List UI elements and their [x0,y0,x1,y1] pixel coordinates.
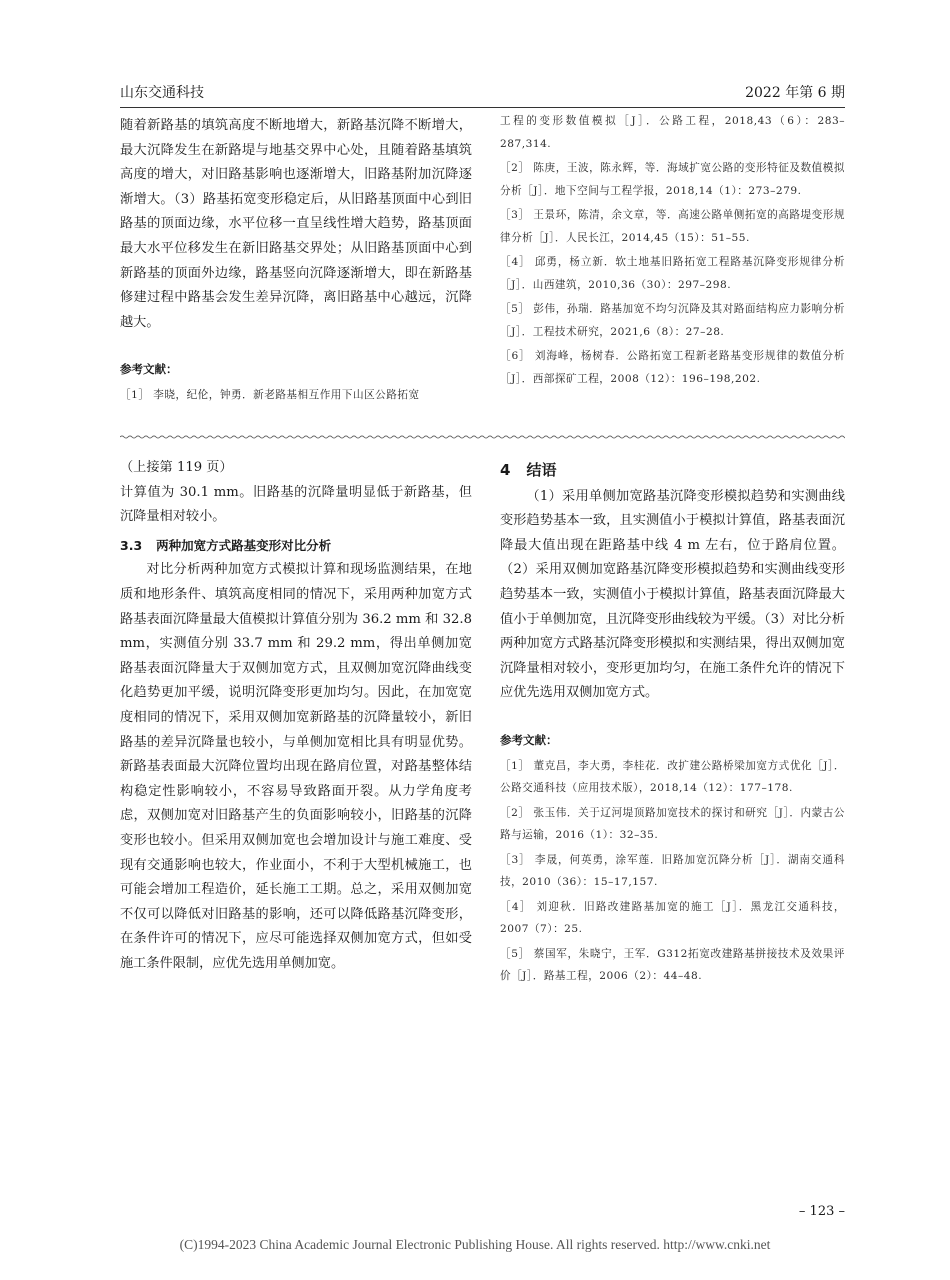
issue-label: 2022 年第 6 期 [745,85,845,101]
reference-item: ［3］ 王景环，陈清，余文章，等．高速公路单侧拓宽的高路堤变形规律分析［J］．人民长江，2014,45（15）：51–55. [500,209,845,244]
section-title: 结语 [526,461,557,479]
continued-note: （上接第 119 页） [120,460,233,475]
header-rule [120,107,845,108]
body-paragraph: 对比分析两种加宽方式模拟计算和现场监测结果，在地质和地形条件、填筑高度相同的情况下，采用两种加宽方式路基表面沉降量最大值模拟计算值分别为 36.2 mm 和 32.8 mm，实测值分别 33.7 mm 和 29.2 mm，得出单侧加宽路基表面沉降量大于双侧加宽方式，且双侧加宽沉降曲线变化趋势更加平缓，说明沉降变形更加均匀。因此，在加宽宽度相同的情况下，采用双侧加宽新路基的沉降量较小，新旧路基的差异沉降量也较小，与单侧加宽相比具有明显优势。新路基表面最大沉降位置均出现在路肩位置，对路基整体结构稳定性影响较小，不容易导致路面开裂。从力学角度考虑，双侧加宽对旧路基产生的负面影响较小，旧路基的沉降变形也较小。但采用双侧加宽也会增加设计与施工难度、受现有交通影响也较大，作业面小，不利于大型机械施工，也可能会增加工程造价，延长施工工期。总之，采用双侧加宽不仅可以降低对旧路基的影响，还可以降低路基沉降变形，在条件许可的情况下，应尽可能选择双侧加宽方式，但如受施工条件限制，应优先选用单侧加宽。 [120,562,472,971]
reference-item: ［5］ 蔡国军，朱晓宁，王军．G312拓宽改建路基拼接技术及效果评价［J］．路基工程，2006（2）：44–48. [500,947,845,983]
reference-item: ［5］ 彭伟，孙瑞．路基加宽不均匀沉降及其对路面结构应力影响分析［J］．工程技术研究，2021,6（8）：27–28. [500,303,845,338]
body-paragraph: 随着新路基的填筑高度不断地增大，新路基沉降不断增大，最大沉降发生在新路堤与地基交界中心处，且随着路基填筑高度的增大，对旧路基影响也逐渐增大，旧路基附加沉降逐渐增大。（3）路基拓宽变形稳定后，从旧路基顶面中心到旧路基的顶面边缘，水平位移一直呈线性增大趋势，路基顶面最大水平位移发生在新旧路基交界处；从旧路基顶面中心到新路基的顶面外边缘，路基竖向沉降逐渐增大，即在新路基修建过程中路基会发生差异沉降，离旧路基中心越远，沉降越大。 [120,118,472,330]
reference-item: ［1］ 李晓，纪伦，钟勇．新老路基相互作用下山区公路拓宽 [120,388,420,401]
reference-item: ［2］ 张玉伟．关于辽河堤顶路加宽技术的探讨和研究［J］．内蒙古公路与运输，2016（1）：32–35. [500,806,845,842]
wavy-divider [120,432,845,442]
section-number: 3.3 [120,537,143,553]
section-title: 两种加宽方式路基变形对比分析 [156,537,332,553]
reference-item: ［4］ 邱勇，杨立新．软土地基旧路拓宽工程路基沉降变形规律分析［J］．山西建筑，2010,36（30）：297–298. [500,256,845,291]
reference-item: ［1］ 董克昌，李大勇，李桂花．改扩建公路桥梁加宽方式优化［J］．公路交通科技（应用技术版），2018,14（12）：177–178. [500,759,845,795]
reference-item: ［2］ 陈庚，王波，陈永辉，等．海域扩宽公路的变形特征及数值模拟分析［J］．地下空间与工程学报，2018,14（1）：273–279. [500,162,845,197]
running-header [120,82,845,104]
body-paragraph: （1）采用单侧加宽路基沉降变形模拟趋势和实测曲线变形趋势基本一致，且实测值小于模拟计算值，路基表面沉降最大值出现在距路基中线 4 m 左右，位于路肩位置。（2）采用双侧加宽路基沉降变形模拟趋势和实测曲线变形趋势基本一致，实测值小于模拟计算值，路基表面沉降最大值小于单侧加宽，且沉降变形曲线较为平缓。（3）对比分析两种加宽方式路基沉降变形模拟和实测结果，得出双侧加宽沉降量相对较小，变形更加均匀，在施工条件允许的情况下应优先选用双侧加宽方式。 [500,488,845,701]
section-heading [120,534,472,559]
section-number: 4 [500,461,511,479]
reference-item: 工程的变形数值模拟［J］．公路工程，2018,43（6）：283–287,314. [500,115,845,150]
copyright-footer: (C)1994-2023 China Academic Journal Electronic Publishing House. All rights reserved. http://www.cnki.net [179,1237,771,1252]
body-paragraph: 计算值为 30.1 mm。旧路基的沉降量明显低于新路基，但沉降量相对较小。 [120,484,472,525]
bottom-left-column [120,456,472,976]
references-title: 参考文献： [500,732,558,747]
journal-name: 山东交通科技 [120,85,204,101]
section-heading [500,458,845,483]
page-number: – 123 – [798,1204,845,1219]
bottom-right-column [500,458,845,988]
references-title: 参考文献： [120,362,178,377]
reference-item: ［3］ 李晟，何英勇，涂军莲．旧路加宽沉降分析［J］．湖南交通科技，2010（36）：15–17,157. [500,853,845,889]
reference-item: ［4］ 刘迎秋．旧路改建路基加宽的施工［J］．黑龙江交通科技，2007（7）：25. [500,900,845,936]
top-left-column [120,114,472,406]
top-right-column [500,110,845,390]
reference-item: ［6］ 刘海峰，杨树春．公路拓宽工程新老路基变形规律的数值分析［J］．西部探矿工程，2008（12）：196–198,202. [500,350,845,385]
